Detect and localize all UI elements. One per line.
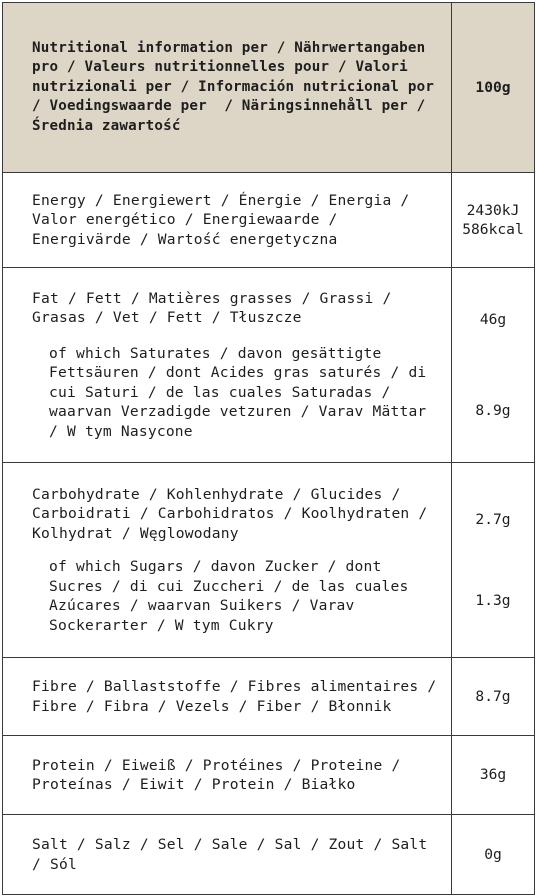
header-value: 100g [452,3,535,173]
salt-row [3,815,535,895]
header-row [3,3,535,173]
fat-value-cell [452,268,535,463]
carbohydrate-label-cell [3,463,452,658]
salt-label: Salt / Salz / Sel / Sale / Sal / Zout / Salt / Sól [3,815,452,895]
fat-value: 46g [479,311,507,328]
salt-value: 0g [452,815,535,895]
sugars-label: of which Sugars / davon Zucker / dont Sucres / di cui Zuccheri / de las cuales Azúcares / waarvan Suikers / Varav Sockerarter / W tym Cukry [49,558,409,634]
header-label: Nutritional information per / Nährwertangaben pro / Valeurs nutritionnelles pour / Valori nutrizionali per / Información nutricional por / Voedingswaarde per / Näringsinnehåll per / Średnia zawartość [3,3,452,173]
fibre-label: Fibre / Ballaststoffe / Fibres alimentaires / Fibre / Fibra / Vezels / Fiber / Błonnik [3,658,452,736]
fibre-row [3,658,535,736]
fat-label: Fat / Fett / Matières grasses / Grassi / Grasas / Vet / Fett / Tłuszcze [32,289,392,327]
energy-value-kj: 2430kJ [466,201,520,219]
carbohydrate-value: 2.7g [475,511,511,528]
fibre-value: 8.7g [452,658,535,736]
energy-row [3,173,535,268]
energy-value-kcal: 586kcal [462,221,524,238]
fat-label-cell [3,268,452,463]
nutrition-table [2,2,535,895]
carbohydrate-row [3,463,535,658]
energy-label: Energy / Energiewert / Énergie / Energia / Valor energético / Energiewaarde / Energivärde / Wartość energetyczna [3,173,452,268]
carbohydrate-value-cell [452,463,535,658]
protein-value: 36g [452,736,535,815]
sugars-value: 1.3g [475,591,511,609]
protein-label: Protein / Eiweiß / Protéines / Proteine / Proteínas / Eiwit / Protein / Białko [3,736,452,815]
energy-value [452,173,535,268]
saturates-value: 8.9g [475,401,511,419]
carbohydrate-label: Carbohydrate / Kohlenhydrate / Glucides / Carboidrati / Carbohidratos / Koolhydraten / Kolhydrat / Węglowodany [32,485,428,542]
protein-row [3,736,535,815]
saturates-label: of which Saturates / davon gesättigte Fettsäuren / dont Acides gras saturés / di cui Saturi / de las cuales Saturadas / waarvan Verzadigde vetzuren / Varav Mättar / W tym Nasycone [49,344,427,440]
fat-row [3,268,535,463]
